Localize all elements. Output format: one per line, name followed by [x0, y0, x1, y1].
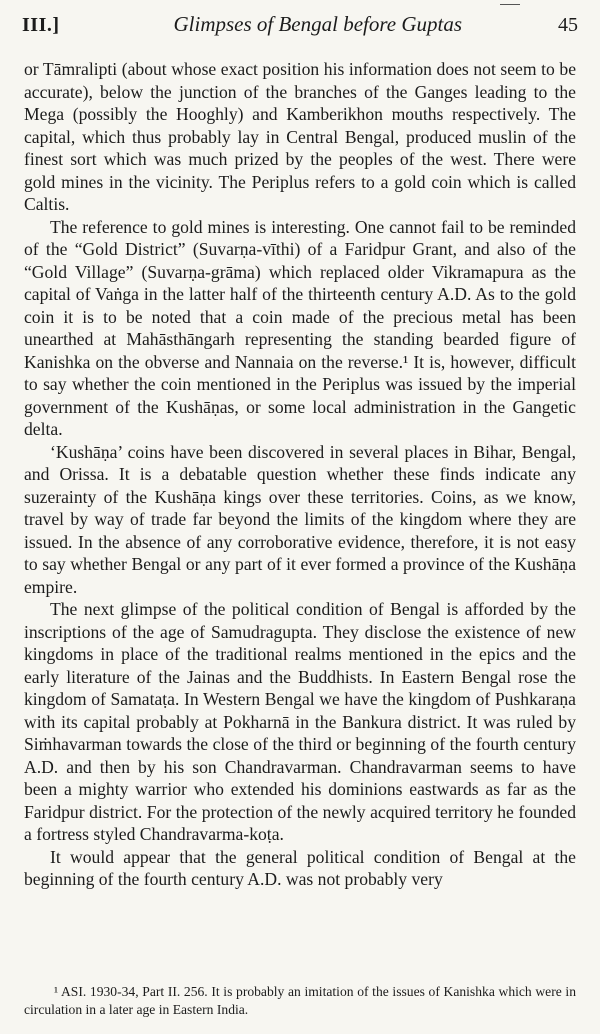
paragraph: The reference to gold mines is interesting. One cannot fail to be reminded of the “Gold District” (Suvarṇa-vīthi) of a Faridpur Grant, and also of the “Gold Village” (Suvarṇa-grāma) which replaced older Vikramapura as the capital of Vaṅga in the latter half of the thirteenth century A.D. As to the gold coin it is to be noted that a coin made of the precious metal has been unearthed at Mahāsthāngarh representing the standing bearded figure of Kanishka on the obverse and Nannaia on the reverse.¹ It is, however, difficult to say whether the coin mentioned in the Periplus was issued by the imperial government of the Kushāṇas, or some local administration in the Gangetic delta. [24, 216, 576, 439]
footnote [24, 983, 576, 1019]
paragraph: or Tāmralipti (about whose exact position his information does not seem to be accurate), below the junction of the branches of the Ganges leading to the Mega (possibly the Hooghly) and Kamberikhon mouths respectively. The capital, which thus probably lay in Central Bengal, produced muslin of the finest sort which was much prized by the peoples of the west. There were gold mines in the vicinity. The Periplus refers to a gold coin which is called Caltis. [24, 59, 576, 214]
paragraph: It would appear that the general political condition of Bengal at the beginning of the fourth century A.D. was not probably very [24, 846, 576, 889]
chapter-number: III.] [22, 14, 60, 36]
running-header [22, 12, 578, 46]
header-mark [500, 4, 520, 5]
body-text [24, 58, 576, 891]
page-number: 45 [558, 14, 578, 36]
paragraph: The next glimpse of the political condition of Bengal is afforded by the inscriptions of the age of Samudragupta. They disclose the existence of new kingdoms in place of the traditional realms mentioned in the epics and the early literature of the Jainas and the Buddhists. In Eastern Bengal rose the kingdom of Samataṭa. In Western Bengal we have the kingdom of Pushkaraṇa with its capital probably at Pokharnā in the Bankura district. It was ruled by Siṁhavarman towards the close of the third or beginning of the fourth century A.D. and then by his son Chandravarman. Chandravarman seems to have been a mighty warrior who extended his dominions eastwards as far as the Faridpur district. For the protection of the newly acquired territory he founded a fortress styled Chandravarma-koṭa. [24, 599, 576, 844]
footnote-text: ¹ ASI. 1930-34, Part II. 256. It is probably an imitation of the issues of Kanishka which were in circulation in a later age in Eastern India. [24, 984, 576, 1017]
paragraph: ‘Kushāṇa’ coins have been discovered in several places in Bihar, Bengal, and Orissa. It is a debatable question whether these finds indicate any suzerainty of the Kushāṇa kings over these territories. Coins, as we know, travel by way of trade far beyond the limits of the kingdom where they are issued. In the absence of any corroborative evidence, therefore, it is not easy to say whether Bengal or any part of it ever formed a province of the Kushāṇa empire. [24, 441, 576, 597]
running-title: Glimpses of Bengal before Guptas [173, 12, 463, 36]
